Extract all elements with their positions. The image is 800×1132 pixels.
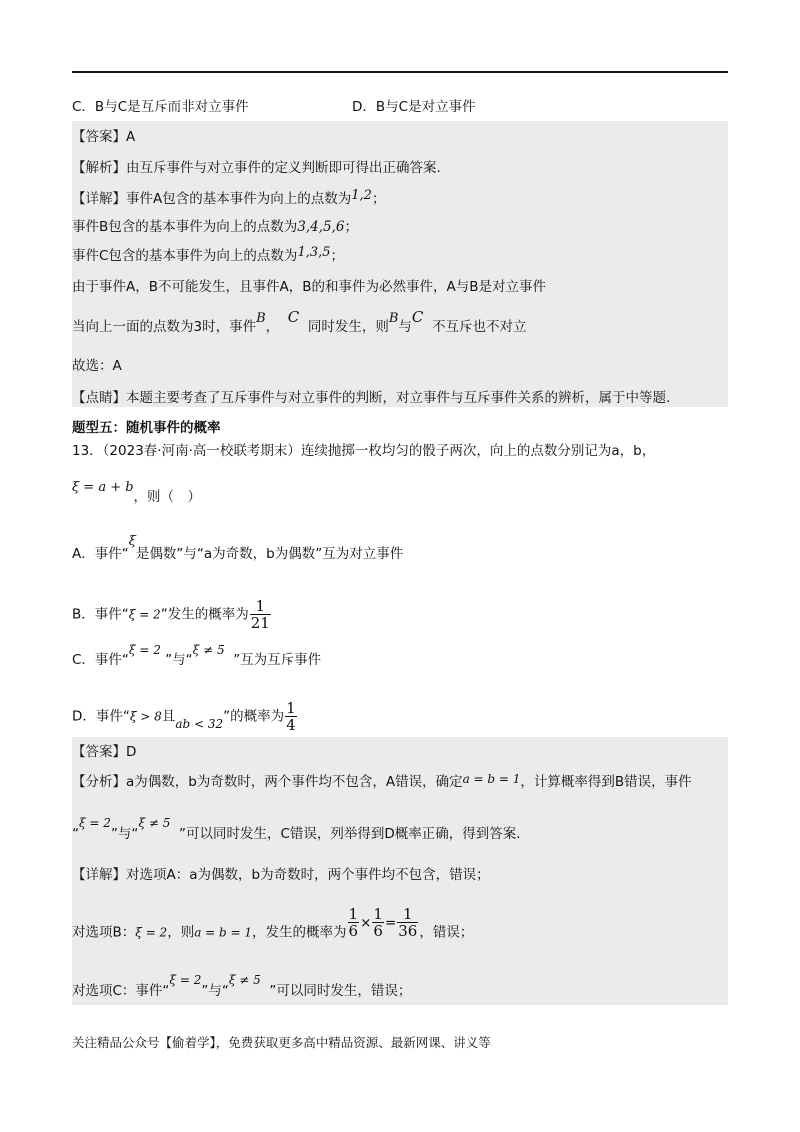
prev-option-c: C．B与C是互斥而非对立事件 — [72, 99, 249, 115]
fraction: $\frac{1}{6}$ — [373, 905, 383, 940]
q13-option-a: A．事件“ξ是偶数”与“a为奇数，b为偶数”互为对立事件 — [72, 534, 404, 562]
header-rule — [72, 71, 728, 73]
page-footer: 关注精品公众号【偷着学】，免费获取更多高中精品资源、最新网课、讲义等 — [72, 1035, 491, 1050]
prev-answer: 【答案】A — [72, 129, 136, 145]
q13-xi-def: ξ = a + b，则（ ） — [72, 480, 202, 505]
sol13-detail-a: 【详解】对选项A：a为偶数，b为奇数时，两个事件均不包含，错误； — [72, 867, 490, 883]
sol13-detail-b: 对选项B：ξ = 2，则a = b = 1，发生的概率为 $\frac{1}{6}$ × $\frac{1}{6}$ = $\frac{1}{36}$ ，错误； — [72, 905, 474, 941]
prev-detail-3: 事件C包含的基本事件为向上的点数为1,3,5； — [72, 245, 345, 264]
fraction: $\frac{1}{6}$ — [348, 905, 359, 940]
sol13-detail-c: 对选项C：事件“ξ = 2”与“ξ ≠ 5 ”可以同时发生，错误； — [72, 973, 412, 999]
prev-detail-4: 由于事件A，B不可能发生，且事件A，B的和事件为必然事件，A与B是对立事件 — [72, 279, 546, 295]
q13-option-d: D．事件“ξ > 8且ab < 32”的概率为 $\frac{1}{4}$ — [72, 699, 296, 734]
prev-option-d: D．B与C是对立事件 — [352, 99, 476, 115]
sol13-analysis-1: 【分析】a为偶数，b为奇数时，两个事件均不包含，A错误，确定a = b = 1，计算概率得到B错误，事件 — [72, 772, 692, 790]
fraction: $\frac{1}{4}$ — [286, 699, 296, 734]
fraction: $\frac{1}{21}$ — [250, 597, 270, 632]
prev-detail-1: 【详解】事件A包含的基本事件为向上的点数为1,2； — [72, 188, 386, 207]
sol13-analysis-2: “ξ = 2”与“ξ ≠ 5 ”可以同时发生，C错误，列举得到D概率正确，得到答案. — [72, 816, 521, 842]
sol13-answer: 【答案】D — [72, 744, 137, 760]
q13-option-b: B．事件“ξ = 2”发生的概率为 $\frac{1}{21}$ — [72, 597, 270, 632]
prev-detail-2: 事件B包含的基本事件为向上的点数为3,4,5,6； — [72, 219, 358, 235]
q13-stem: 13．（2023春·河南·高一校联考期末）连续抛掷一枚均匀的骰子两次，向上的点数分别记为a，b， — [72, 443, 656, 459]
section-title: 题型五：随机事件的概率 — [72, 420, 221, 436]
q13-option-c: C．事件“ξ = 2 ”与“ξ ≠ 5 ”互为互斥事件 — [72, 643, 322, 668]
prev-comment: 【点睛】本题主要考查了互斥事件与对立事件的判断，对立事件与互斥事件关系的辨析，属于中等题. — [72, 390, 671, 406]
prev-detail-5: 当向上一面的点数为3时，事件B， C 同时发生，则B与C 不互斥也不对立 — [72, 308, 527, 335]
prev-analysis: 【解析】由互斥事件与对立事件的定义判断即可得出正确答案. — [72, 160, 441, 176]
prev-choice: 故选：A — [72, 358, 122, 374]
fraction: $\frac{1}{36}$ — [398, 905, 418, 940]
